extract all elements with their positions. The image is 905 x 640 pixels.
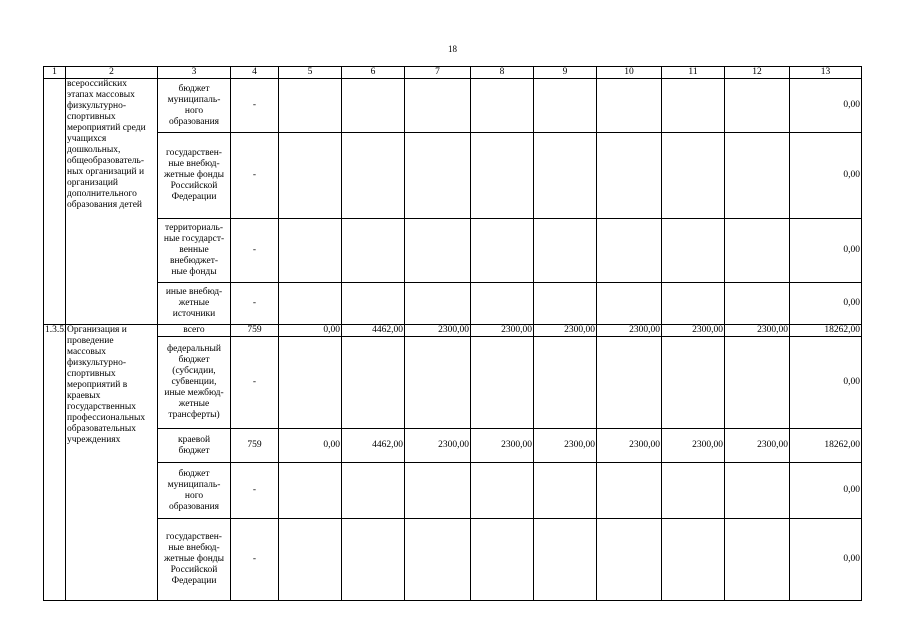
value-cell [342, 519, 405, 601]
value-cell [725, 337, 790, 429]
activity-name-line: образования детей [67, 200, 142, 210]
value-cell [342, 283, 405, 325]
funding-source-line: бюджет [178, 355, 210, 365]
value-cell [342, 463, 405, 519]
table-row [44, 519, 862, 601]
value-cell [405, 463, 471, 519]
value-cell [279, 133, 342, 219]
value-cell: 2300,00 [534, 429, 597, 463]
funding-source-line: ного [184, 105, 204, 116]
activity-name-line: дополнительного [67, 189, 137, 199]
value-cell [662, 219, 725, 283]
total-cell: 0,00 [790, 337, 862, 429]
code-cell: - [231, 133, 279, 219]
column-header-9: 9 [534, 67, 597, 79]
value-cell [279, 337, 342, 429]
value-cell: 2300,00 [725, 325, 790, 337]
activity-name-line: этапах массовых [67, 90, 135, 100]
value-cell [597, 519, 662, 601]
value-cell: 4462,00 [342, 325, 405, 337]
value-cell [279, 519, 342, 601]
activity-name [66, 325, 158, 601]
activity-name-line: ных организаций и [67, 167, 145, 177]
column-header-4: 4 [231, 67, 279, 79]
value-cell [597, 463, 662, 519]
code-cell: 759 [231, 429, 279, 463]
funding-source-line: государствен- [166, 148, 222, 158]
activity-name-line: краевых [67, 391, 101, 401]
value-cell: 2300,00 [597, 325, 662, 337]
code-cell: - [231, 463, 279, 519]
column-header-11: 11 [662, 67, 725, 79]
value-cell [471, 133, 534, 219]
table-row [44, 283, 862, 325]
funding-source [158, 463, 231, 519]
value-cell [534, 463, 597, 519]
activity-name-line: профессиональных [67, 413, 146, 423]
value-cell [279, 79, 342, 133]
activity-name-line: Организация и [67, 325, 127, 335]
funding-source [158, 79, 231, 133]
activity-name-line: всероссийских [67, 79, 127, 89]
value-cell: 2300,00 [405, 325, 471, 337]
column-header-1: 1 [44, 67, 66, 79]
table-row [44, 429, 862, 463]
funding-source-line: территориаль- [164, 223, 224, 233]
value-cell [279, 283, 342, 325]
value-cell: 2300,00 [471, 325, 534, 337]
funding-source-line: источники [172, 309, 216, 319]
funding-source-line: ные внебюд- [168, 159, 220, 169]
value-cell [662, 337, 725, 429]
funding-source-line: муниципаль- [167, 94, 221, 105]
activity-name-line: учащихся [67, 134, 107, 144]
total-cell: 0,00 [790, 519, 862, 601]
value-cell [534, 219, 597, 283]
column-header-5: 5 [279, 67, 342, 79]
activity-name-line: спортивных [67, 369, 116, 379]
value-cell: 2300,00 [534, 325, 597, 337]
activity-name-line: мероприятий среди [67, 123, 146, 133]
funding-source-line: образования [168, 501, 220, 512]
column-header-8: 8 [471, 67, 534, 79]
funding-source [158, 325, 231, 337]
activity-name-line: образовательных [67, 424, 136, 434]
activity-name [66, 79, 158, 325]
total-cell: 0,00 [790, 463, 862, 519]
funding-source-line: жетные [178, 399, 210, 409]
funding-source-line: государствен- [166, 532, 222, 542]
funding-source-line: образования [168, 116, 220, 127]
activity-name-line: мероприятий в [67, 380, 128, 390]
funding-source [158, 219, 231, 283]
value-cell [342, 219, 405, 283]
funding-source-line: венные [179, 245, 209, 255]
code-cell: - [231, 337, 279, 429]
total-cell: 18262,00 [790, 429, 862, 463]
activity-name-line: учреждениях [67, 435, 121, 445]
value-cell [725, 463, 790, 519]
funding-source-line: федеральный [167, 344, 221, 354]
value-cell [597, 337, 662, 429]
activity-name-line: физкультурно- [67, 358, 127, 368]
value-cell [342, 337, 405, 429]
column-header-2: 2 [66, 67, 158, 79]
table-row [44, 463, 862, 519]
value-cell [662, 283, 725, 325]
funding-source-line: бюджет [178, 445, 210, 456]
value-cell [662, 519, 725, 601]
value-cell: 2300,00 [662, 429, 725, 463]
value-cell [405, 283, 471, 325]
value-cell [534, 283, 597, 325]
column-header-3: 3 [158, 67, 231, 79]
value-cell [405, 133, 471, 219]
value-cell [471, 79, 534, 133]
total-cell: 0,00 [790, 283, 862, 325]
code-cell: - [231, 519, 279, 601]
value-cell [662, 463, 725, 519]
value-cell [405, 79, 471, 133]
value-cell [342, 79, 405, 133]
funding-source-line: внебюджет- [169, 256, 219, 266]
funding-source-line: иные межбюд- [164, 388, 224, 398]
value-cell [534, 79, 597, 133]
code-cell: 759 [231, 325, 279, 337]
activity-name-line: организаций [67, 178, 119, 188]
activity-name-line: дошкольных, [67, 145, 121, 155]
funding-source-line: Федерации [171, 192, 217, 202]
total-cell: 0,00 [790, 79, 862, 133]
funding-source-line: иные внебюд- [165, 287, 223, 297]
table-row [44, 133, 862, 219]
table-row [44, 337, 862, 429]
value-cell [597, 79, 662, 133]
column-header-7: 7 [405, 67, 471, 79]
value-cell [534, 133, 597, 219]
table-row [44, 219, 862, 283]
code-cell: - [231, 219, 279, 283]
value-cell [725, 133, 790, 219]
total-cell: 0,00 [790, 133, 862, 219]
funding-source-line: Российской [170, 565, 218, 575]
funding-source [158, 337, 231, 429]
activity-name-line: государственных [67, 402, 137, 412]
funding-source-line: муниципаль- [167, 479, 221, 490]
value-cell [725, 219, 790, 283]
column-header-12: 12 [725, 67, 790, 79]
value-cell [279, 219, 342, 283]
value-cell: 2300,00 [597, 429, 662, 463]
funding-source-line: жетные [178, 298, 210, 308]
value-cell [471, 219, 534, 283]
row-number-line: 1.3. [45, 325, 60, 335]
funding-source-line: всего [183, 325, 205, 335]
value-cell [662, 79, 725, 133]
value-cell [405, 219, 471, 283]
value-cell [725, 519, 790, 601]
value-cell [534, 519, 597, 601]
activity-name-line: проведение [67, 336, 114, 346]
funding-source-line: бюджет [178, 468, 210, 479]
budget-table [43, 66, 862, 601]
page-number: 18 [448, 44, 457, 54]
value-cell [471, 283, 534, 325]
funding-source [158, 519, 231, 601]
activity-name-line: массовых [67, 347, 106, 357]
value-cell: 2300,00 [662, 325, 725, 337]
column-header-10: 10 [597, 67, 662, 79]
value-cell [534, 337, 597, 429]
value-cell [597, 133, 662, 219]
funding-source [158, 133, 231, 219]
value-cell [279, 463, 342, 519]
total-cell: 18262,00 [790, 325, 862, 337]
funding-source [158, 283, 231, 325]
value-cell [405, 337, 471, 429]
funding-source-line: жетные фонды [163, 554, 225, 564]
funding-source-line: субвенции, [171, 377, 217, 387]
funding-source-line: ные фонды [171, 267, 217, 277]
value-cell: 4462,00 [342, 429, 405, 463]
funding-source-line: краевой [177, 434, 211, 445]
funding-source-line: трансферты) [168, 410, 220, 420]
funding-source-line: Федерации [171, 576, 217, 586]
funding-source-line: бюджет [178, 83, 210, 94]
value-cell [725, 283, 790, 325]
column-header-13: 13 [790, 67, 862, 79]
value-cell: 0,00 [279, 429, 342, 463]
funding-source-line: ные государст- [163, 234, 225, 244]
total-cell: 0,00 [790, 219, 862, 283]
activity-name-line: физкультурно- [67, 101, 127, 111]
funding-source-line: ного [184, 490, 204, 501]
value-cell [597, 219, 662, 283]
value-cell [342, 133, 405, 219]
row-number [44, 325, 66, 601]
value-cell: 2300,00 [405, 429, 471, 463]
header-row [44, 67, 862, 79]
activity-name-line: общеобразователь- [67, 156, 145, 166]
value-cell [471, 463, 534, 519]
value-cell: 2300,00 [725, 429, 790, 463]
funding-source [158, 429, 231, 463]
activity-name-line: спортивных [67, 112, 116, 122]
value-cell [471, 519, 534, 601]
value-cell: 0,00 [279, 325, 342, 337]
table-body [44, 79, 862, 601]
value-cell [725, 79, 790, 133]
row-number-line: 5. [59, 325, 67, 335]
value-cell [662, 133, 725, 219]
column-header-6: 6 [342, 67, 405, 79]
value-cell [471, 337, 534, 429]
table-row [44, 325, 862, 337]
table-row [44, 79, 862, 133]
value-cell [597, 283, 662, 325]
code-cell: - [231, 283, 279, 325]
value-cell [405, 519, 471, 601]
funding-source-line: Российской [170, 181, 218, 191]
funding-source-line: ные внебюд- [168, 543, 220, 553]
funding-source-line: (субсидии, [172, 366, 216, 376]
value-cell: 2300,00 [471, 429, 534, 463]
funding-source-line: жетные фонды [163, 170, 225, 180]
code-cell: - [231, 79, 279, 133]
row-number [44, 79, 66, 325]
